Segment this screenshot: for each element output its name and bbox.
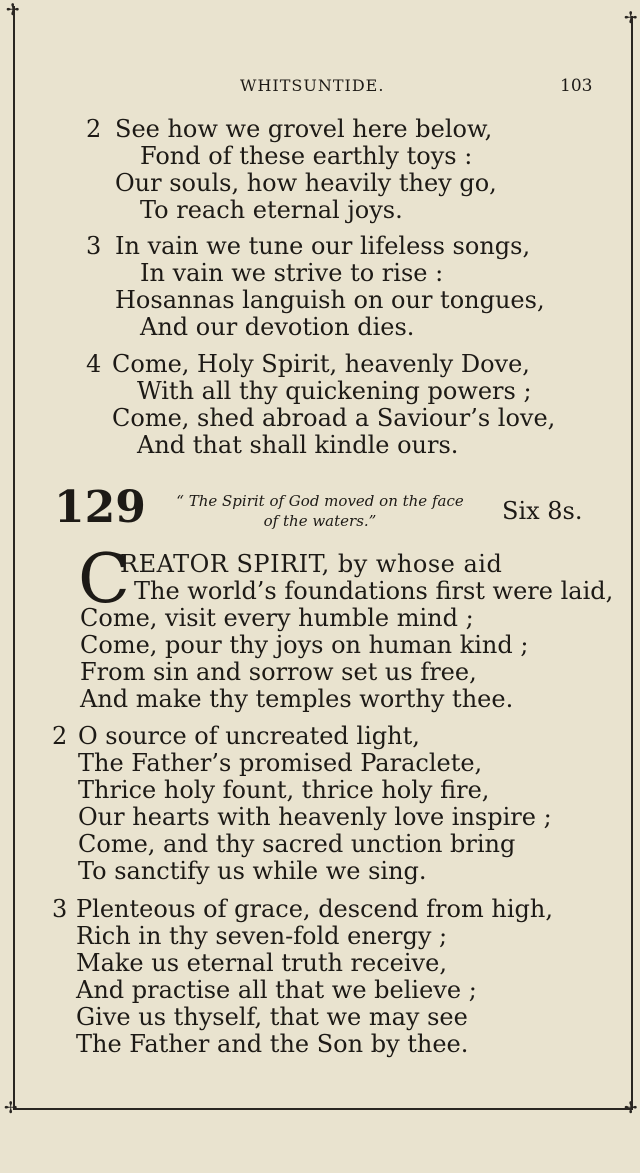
verse-line: Come, and thy sacred unction bring <box>78 830 516 858</box>
left-border-rule <box>13 6 15 1110</box>
epigraph-line: of the waters.” <box>263 512 377 530</box>
verse-line: Come, visit every humble mind ; <box>80 604 474 632</box>
verse-line: The Father and the Son by thee. <box>76 1030 469 1058</box>
verse-line: O source of uncreated light, <box>78 722 420 750</box>
verse-line: The world’s foundations first were laid, <box>134 577 614 605</box>
verse-line: Fond of these earthly toys : <box>140 142 473 170</box>
verse-line: Thrice holy fount, thrice holy fire, <box>78 776 490 804</box>
verse-number: 2 <box>86 115 102 143</box>
bottom-border-rule <box>13 1108 633 1110</box>
verse-line: Make us eternal truth receive, <box>76 949 447 977</box>
hymn-epigraph <box>150 491 490 531</box>
verse-line: To sanctify us while we sing. <box>78 857 427 885</box>
epigraph-line: “ The Spirit of God moved on the face <box>176 492 464 510</box>
page-number: 103 <box>560 76 593 96</box>
verse-line: With all thy quickening powers ; <box>137 377 532 405</box>
right-border-rule <box>631 16 633 1110</box>
verse-line: And our devotion dies. <box>140 313 415 341</box>
cross-ornament-icon: ✢ <box>4 1098 18 1117</box>
verse-line: And make thy temples worthy thee. <box>80 685 514 713</box>
verse-number: 2 <box>52 722 68 750</box>
running-title: WHITSUNTIDE. <box>240 76 385 95</box>
verse-line: Rich in thy seven-fold energy ; <box>76 922 448 950</box>
verse-line: To reach eternal joys. <box>140 196 403 224</box>
drop-cap: C <box>78 540 131 619</box>
verse-line: Our hearts with heavenly love inspire ; <box>78 803 552 831</box>
verse-line: Come, Holy Spirit, heavenly Dove, <box>112 350 530 378</box>
cross-ornament-icon: ✢ <box>624 8 638 27</box>
verse-line: Come, shed abroad a Saviour’s love, <box>112 404 556 432</box>
verse-line: REATOR SPIRIT, by whose aid <box>120 550 503 578</box>
verse-line: Our souls, how heavily they go, <box>115 169 497 197</box>
verse-line: The Father’s promised Paraclete, <box>78 749 483 777</box>
cross-ornament-icon: ✢ <box>6 0 20 19</box>
verse-line: Plenteous of grace, descend from high, <box>76 895 553 923</box>
verse-line: See how we grovel here below, <box>115 115 493 143</box>
verse-line: Hosannas languish on our tongues, <box>115 286 545 314</box>
verse-line: In vain we tune our lifeless songs, <box>115 232 531 260</box>
verse-line: And practise all that we believe ; <box>76 976 477 1004</box>
verse-line: Give us thyself, that we may see <box>76 1003 468 1031</box>
cross-ornament-icon: ✢ <box>624 1098 638 1117</box>
hymn-number: 129 <box>54 482 146 533</box>
verse-line: From sin and sorrow set us free, <box>80 658 477 686</box>
hymn-meter: Six 8s. <box>502 497 583 525</box>
verse-line: In vain we strive to rise : <box>140 259 444 287</box>
verse-line: Come, pour thy joys on human kind ; <box>80 631 529 659</box>
verse-number: 3 <box>52 895 68 923</box>
verse-line: And that shall kindle ours. <box>137 431 459 459</box>
verse-number: 3 <box>86 232 102 260</box>
verse-number: 4 <box>86 350 102 378</box>
